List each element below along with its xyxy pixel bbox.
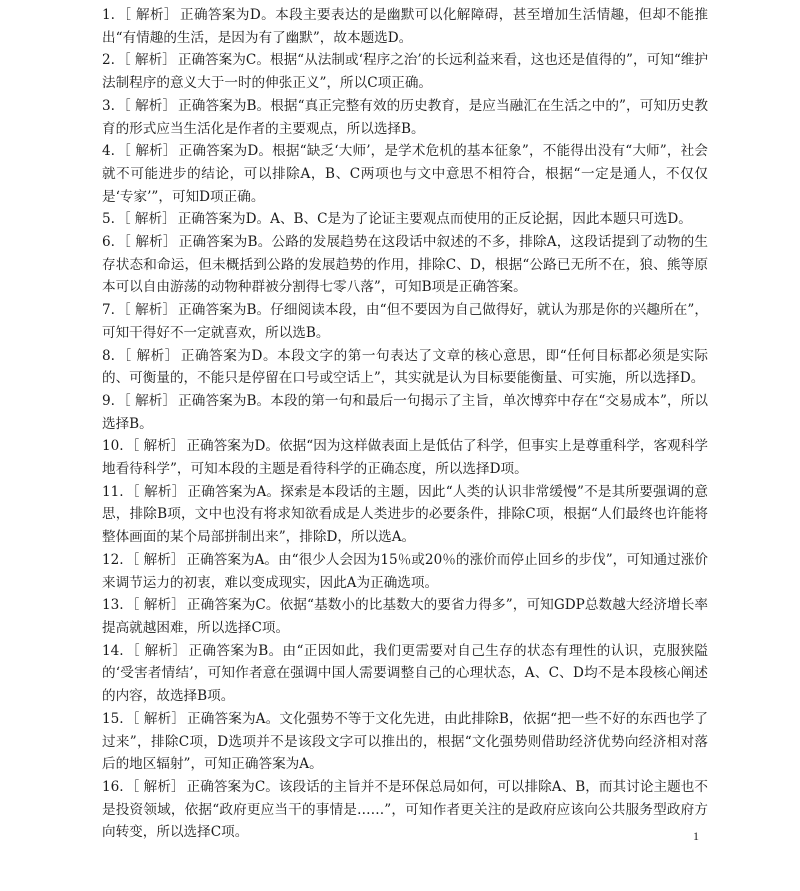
answer-item-11: 11. ［ 解析］ 正确答案为A。探索是本段话的主题，因此“人类的认识非常缓慢”不是其所要强调的意思，排除B项，文中也没有将求知欲看成是人类进步的必要条件，排除C项，根据“人们最终也许能将整体画面的某个局部拼制出来”，排除D，所以选A。 bbox=[102, 483, 708, 546]
answer-item-14: 14. ［ 解析］ 正确答案为B。由“正因如此，我们更需要对自己生存的状态有理性的认识，克服狭隘的‘受害者情结’，可知作者意在强调中国人需要调整自己的心理状态，A、C、D均不是本段核心阐述的内容，故选择B项。 bbox=[102, 642, 708, 705]
answer-explanations bbox=[102, 4, 708, 844]
answer-item-2: 2. ［ 解析］ 正确答案为C。根据“从法制或‘程序之治’的长远利益来看，这也还是值得的”，可知“维护法制程序的意义大于一时的伸张正义”，所以C项正确。 bbox=[102, 52, 709, 92]
answer-item-9: 9. ［ 解析］ 正确答案为B。本段的第一句和最后一句揭示了主旨，单次博弈中存在“交易成本”，所以选择B。 bbox=[102, 392, 708, 432]
answer-item-12: 12. ［ 解析］ 正确答案为A。由“很少人会因为15％或20％的涨价而停止回乡的步伐”，可知通过涨价来调节运力的初衷，难以变成现实，因此A为正确选项。 bbox=[102, 551, 708, 591]
answer-item-15: 15. ［ 解析］ 正确答案为A。文化强势不等于文化先进，由此排除B，依据“把一些不好的东西也学了过来”，排除C项，D选项并不是该段文字可以推出的，根据“文化强势则借助经济优势向经济相对落后的地区辐射”，可知正确答案为A。 bbox=[102, 710, 708, 773]
answer-item-6: 6. ［ 解析］ 正确答案为B。公路的发展趋势在这段话中叙述的不多，排除A，这段话提到了动物的生存状态和命运，但未概括到公路的发展趋势的作用，排除C、D，根据“公路已无所不在，狼、熊等原本可以自由游荡的动物种群被分割得七零八落”，可知B项是正确答案。 bbox=[102, 234, 708, 296]
answer-item-10: 10. ［ 解析］ 正确答案为D。依据“因为这样做表面上是低估了科学，但事实上是尊重科学，客观科学地看待科学”，可知本段的主题是看待科学的正确态度，所以选择D项。 bbox=[102, 438, 708, 478]
answer-item-5: 5. ［ 解析］ 正确答案为D。A、B、C是为了论证主要观点而使用的正反论据，因此本题只可选D。 bbox=[102, 211, 692, 228]
answer-item-8: 8. ［ 解析］ 正确答案为D。本段文字的第一句表达了文章的核心意思，即“任何目标都必须是实际的、可衡量的，不能只是停留在口号或空话上”，其实就是认为目标要能衡量、可实施，所以选择D。 bbox=[102, 347, 708, 387]
answer-item-16: 16. ［ 解析］ 正确答案为C。该段话的主旨并不是环保总局如何，可以排除A、B，而其讨论主题也不是投资领域，依据“政府更应当干的事情是……”，可知作者更关注的是政府应该向公共服务型政府方向转变，所以选择C项。 bbox=[102, 778, 708, 841]
answer-item-4: 4. ［ 解析］ 正确答案为D。根据“缺乏‘大师’，是学术危机的基本征象”，不能得出没有“大师”，社会就不可能进步的结论，可以排除A，B、C两项也与文中意思不相符合，根据“一定是通人，不仅仅是‘专家’”，可知D项正确。 bbox=[102, 143, 708, 205]
page-number: 1 bbox=[693, 829, 699, 843]
answer-item-7: 7. ［ 解析］ 正确答案为B。仔细阅读本段，由“但不要因为自己做得好，就认为那是你的兴趣所在”，可知干得好不一定就喜欢，所以选B。 bbox=[102, 302, 708, 341]
answer-item-13: 13. ［ 解析］ 正确答案为C。依据“基数小的比基数大的要省力得多”，可知GDP总数越大经济增长率提高就越困难，所以选择C项。 bbox=[102, 597, 708, 636]
answer-item-3: 3. ［ 解析］ 正确答案为B。根据“真正完整有效的历史教育，是应当融汇在生活之中的”，可知历史教育的形式应当生活化是作者的主要观点，所以选择B。 bbox=[102, 97, 708, 137]
answer-item-1: 1. ［ 解析］ 正确答案为D。本段主要表达的是幽默可以化解障碍，甚至增加生活情趣，但却不能推出“有情趣的生活，是因为有了幽默”，故本题选D。 bbox=[102, 7, 708, 46]
